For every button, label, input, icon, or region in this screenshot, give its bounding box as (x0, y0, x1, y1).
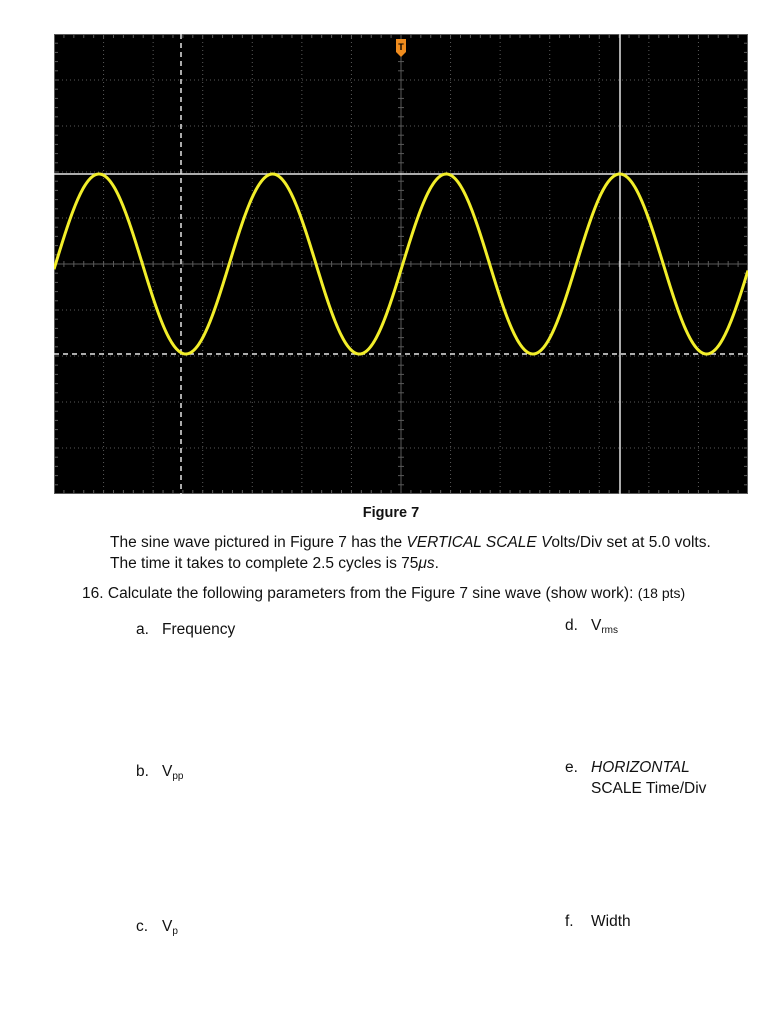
item-label: V (162, 918, 173, 935)
question-text: Calculate the following parameters from the Figure 7 sine wave (show work): (107, 585, 634, 602)
item-letter: a. (136, 621, 149, 638)
item-subscript: p (172, 926, 178, 937)
item-letter: d. (565, 617, 578, 634)
item-label-italic: HORIZONTAL (591, 759, 690, 776)
item-label: Width (591, 913, 631, 930)
item-subscript: pp (172, 771, 184, 782)
oscilloscope-display (54, 34, 748, 494)
intro-italic-1: VERTICAL SCALE V (406, 534, 552, 551)
item-letter: e. (565, 759, 578, 776)
item-label-line2: SCALE Time/Div (591, 780, 707, 797)
question-points: (18 pts) (637, 585, 686, 601)
item-f-width (565, 911, 631, 932)
item-subscript: rms (601, 625, 619, 636)
item-label: V (162, 763, 173, 780)
item-e-horizontal-scale (565, 757, 706, 799)
question-16 (82, 585, 772, 603)
item-b-vpp (136, 761, 183, 784)
intro-text-3: . (434, 555, 439, 572)
item-d-vrms (565, 615, 618, 638)
figure-caption: Figure 7 (362, 505, 420, 521)
trigger-letter: T (398, 42, 404, 52)
item-letter: b. (136, 763, 149, 780)
question-number: 16. (82, 585, 104, 602)
item-label: V (591, 617, 602, 634)
item-label: Frequency (162, 621, 236, 638)
item-a-frequency (136, 619, 235, 640)
item-c-vp (136, 916, 178, 939)
intro-paragraph (110, 532, 730, 574)
intro-italic-2: μs (418, 555, 435, 572)
item-letter: f. (565, 913, 574, 930)
intro-text-2: olts/Div set at 5.0 volts. The time it takes to complete 2.5 cycles is 75 (110, 534, 711, 572)
item-letter: c. (136, 918, 149, 935)
intro-text-1: The sine wave pictured in Figure 7 has the (110, 534, 407, 551)
